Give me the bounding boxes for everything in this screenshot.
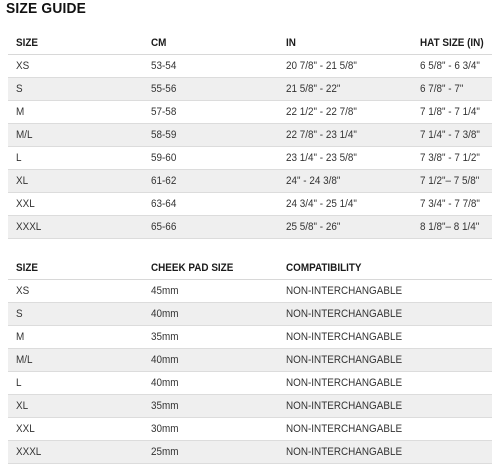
- table-cell: S: [8, 78, 143, 101]
- table-cell: 7 1/8" - 7 1/4": [412, 101, 492, 124]
- table-cell: XS: [8, 55, 143, 78]
- table-cell: 25 5/8" - 26": [278, 216, 412, 239]
- table-cell: 7 3/4" - 7 7/8": [412, 193, 492, 216]
- table-cell: NON-INTERCHANGABLE: [278, 372, 412, 395]
- table-cell: 22 7/8" - 23 1/4": [278, 124, 412, 147]
- table-row: [8, 124, 492, 147]
- table-row: [8, 147, 492, 170]
- table-cell: 40mm: [143, 303, 278, 326]
- cheek-pad-table: [8, 257, 492, 464]
- table-cell: 53-54: [143, 55, 278, 78]
- table-cell: 35mm: [143, 326, 278, 349]
- table-cell: M: [8, 101, 143, 124]
- table-row: [8, 441, 492, 464]
- table-cell: [412, 418, 492, 441]
- size-table: [8, 32, 492, 239]
- table-row: [8, 395, 492, 418]
- table-cell: XXXL: [8, 441, 143, 464]
- table-cell: 58-59: [143, 124, 278, 147]
- column-header: IN: [278, 32, 412, 55]
- column-header: SIZE: [8, 32, 143, 55]
- table-cell: 61-62: [143, 170, 278, 193]
- table-cell: [412, 372, 492, 395]
- column-header: SIZE: [8, 257, 143, 280]
- column-header: [412, 257, 492, 280]
- table-cell: 63-64: [143, 193, 278, 216]
- table-cell: 20 7/8" - 21 5/8": [278, 55, 412, 78]
- table-cell: L: [8, 147, 143, 170]
- table-cell: 55-56: [143, 78, 278, 101]
- table-cell: XL: [8, 170, 143, 193]
- table-cell: [412, 349, 492, 372]
- column-header: CHEEK PAD SIZE: [143, 257, 278, 280]
- table-cell: NON-INTERCHANGABLE: [278, 303, 412, 326]
- table-cell: M/L: [8, 124, 143, 147]
- table-cell: M/L: [8, 349, 143, 372]
- table-cell: 30mm: [143, 418, 278, 441]
- table-cell: NON-INTERCHANGABLE: [278, 441, 412, 464]
- table-cell: 21 5/8" - 22": [278, 78, 412, 101]
- page-title: SIZE GUIDE: [6, 0, 87, 17]
- table-cell: 25mm: [143, 441, 278, 464]
- table-cell: XL: [8, 395, 143, 418]
- column-header: HAT SIZE (IN): [412, 32, 492, 55]
- table-cell: XS: [8, 280, 143, 303]
- table-cell: S: [8, 303, 143, 326]
- table-cell: 35mm: [143, 395, 278, 418]
- table-cell: NON-INTERCHANGABLE: [278, 349, 412, 372]
- table-cell: NON-INTERCHANGABLE: [278, 395, 412, 418]
- table-cell: 8 1/8"– 8 1/4": [412, 216, 492, 239]
- table-cell: NON-INTERCHANGABLE: [278, 418, 412, 441]
- table-cell: 59-60: [143, 147, 278, 170]
- table-cell: 23 1/4" - 23 5/8": [278, 147, 412, 170]
- table-cell: 45mm: [143, 280, 278, 303]
- table-row: [8, 418, 492, 441]
- table-row: [8, 78, 492, 101]
- table-row: [8, 280, 492, 303]
- table-cell: 24" - 24 3/8": [278, 170, 412, 193]
- table-cell: L: [8, 372, 143, 395]
- table-header-row: [8, 32, 492, 55]
- table-row: [8, 349, 492, 372]
- table-cell: [412, 326, 492, 349]
- table-cell: 7 1/2"– 7 5/8": [412, 170, 492, 193]
- table-cell: 57-58: [143, 101, 278, 124]
- table-row: [8, 372, 492, 395]
- table-cell: 6 7/8" - 7": [412, 78, 492, 101]
- table-cell: XXL: [8, 193, 143, 216]
- table-cell: 40mm: [143, 372, 278, 395]
- table-cell: 24 3/4" - 25 1/4": [278, 193, 412, 216]
- table-row: [8, 193, 492, 216]
- table-cell: 40mm: [143, 349, 278, 372]
- table-cell: 65-66: [143, 216, 278, 239]
- table-row: [8, 216, 492, 239]
- table-cell: XXL: [8, 418, 143, 441]
- table-cell: [412, 441, 492, 464]
- table-row: [8, 55, 492, 78]
- table-cell: NON-INTERCHANGABLE: [278, 280, 412, 303]
- table-header-row: [8, 257, 492, 280]
- table-row: [8, 170, 492, 193]
- table-cell: 22 1/2" - 22 7/8": [278, 101, 412, 124]
- column-header: COMPATIBILITY: [278, 257, 412, 280]
- table-cell: [412, 280, 492, 303]
- table-cell: XXXL: [8, 216, 143, 239]
- table-row: [8, 303, 492, 326]
- table-cell: 7 1/4" - 7 3/8": [412, 124, 492, 147]
- table-cell: M: [8, 326, 143, 349]
- table-row: [8, 101, 492, 124]
- table-cell: [412, 303, 492, 326]
- table-cell: [412, 395, 492, 418]
- table-cell: 6 5/8" - 6 3/4": [412, 55, 492, 78]
- table-cell: 7 3/8" - 7 1/2": [412, 147, 492, 170]
- column-header: CM: [143, 32, 278, 55]
- table-cell: NON-INTERCHANGABLE: [278, 326, 412, 349]
- table-row: [8, 326, 492, 349]
